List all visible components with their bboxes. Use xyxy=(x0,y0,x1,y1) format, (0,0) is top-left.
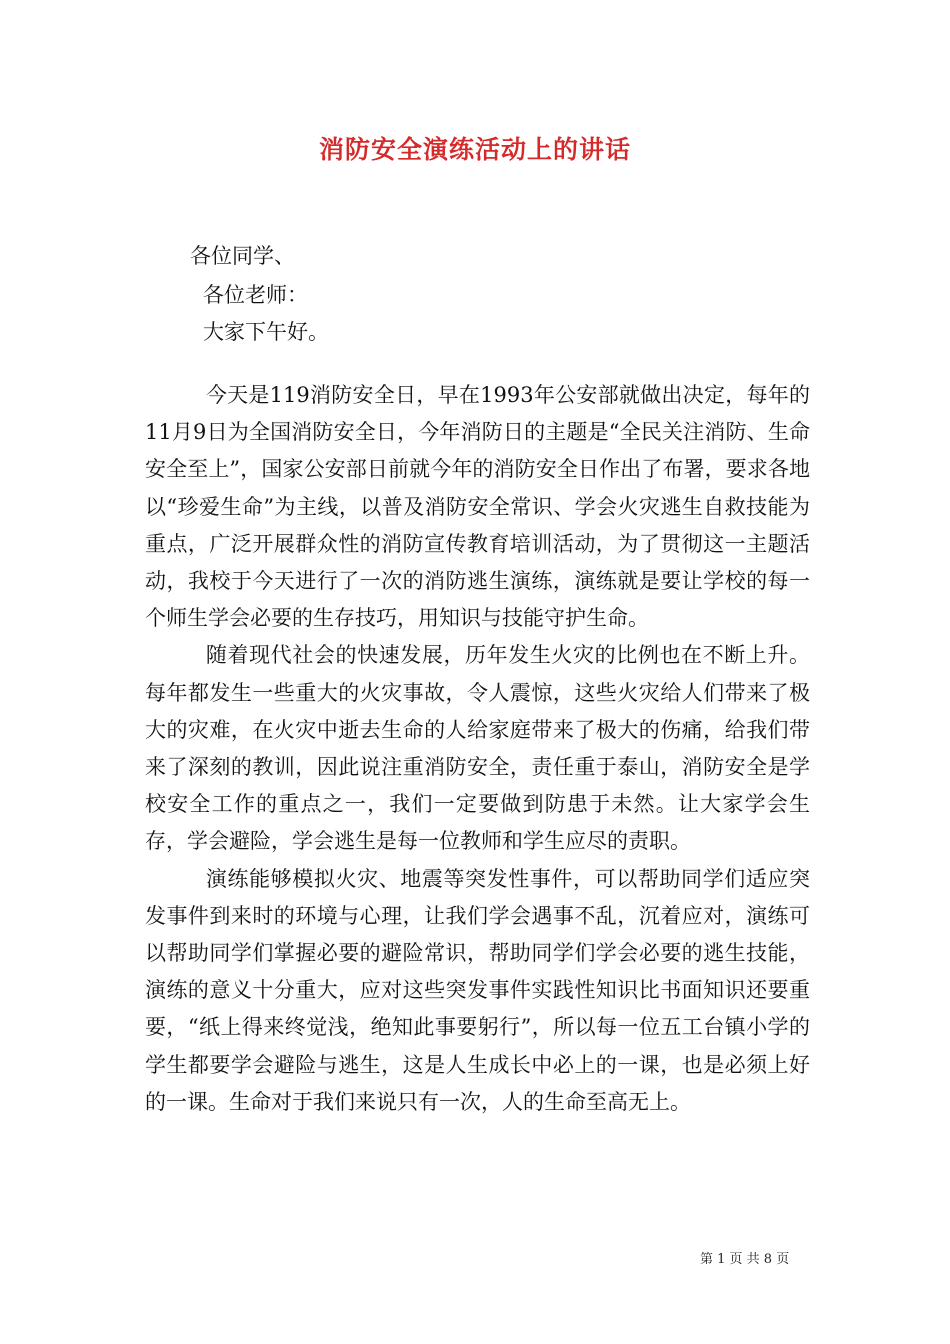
greeting-afternoon: 大家下午好。 xyxy=(203,320,329,344)
page-number: 第 1 页 共 8 页 xyxy=(700,1252,790,1267)
greeting-students: 各位同学、 xyxy=(190,244,295,268)
paragraph-fire-day: 今天是119消防安全日，早在1993年公安部就做出决定，每年的11月9日为全国消防安全日，今年消防日的主题是“全民关注消防、生命安全至上”，国家公安部日前就今年的消防安全日作出了布署，要求各地以“珍爱生命”为主线，以普及消防安全常识、学会火灾逃生自救技能为重点，广泛开展群众性的消防宣传教育培训活动，为了贯彻这一主题活动，我校于今天进行了一次的消防逃生演练，演练就是要让学校的每一个师生学会必要的生存技巧，用知识与技能守护生命。 xyxy=(145,383,810,631)
greeting-teachers: 各位老师： xyxy=(203,283,308,307)
paragraph-fire-statistics: 随着现代社会的快速发展，历年发生火灾的比例也在不断上升。每年都发生一些重大的火灾事故，令人震惊，这些火灾给人们带来了极大的灾难，在火灾中逝去生命的人给家庭带来了极大的伤痛，给我们带来了深刻的教训，因此说注重消防安全，责任重于泰山，消防安全是学校安全工作的重点之一，我们一定要做到防患于未然。让大家学会生存，学会避险，学会逃生是每一位教师和学生应尽的责职。 xyxy=(145,643,810,854)
paragraph-drill-significance: 演练能够模拟火灾、地震等突发性事件，可以帮助同学们适应突发事件到来时的环境与心理，让我们学会遇事不乱，沉着应对，演练可以帮助同学们掌握必要的避险常识，帮助同学们学会必要的逃生技能，演练的意义十分重大，应对这些突发事件实践性知识比书面知识还要重要，“纸上得来终觉浅，绝知此事要躬行”，所以每一位五工台镇小学的学生都要学会避险与逃生，这是人生成长中必上的一课，也是必须上好的一课。生命对于我们来说只有一次，人的生命至高无上。 xyxy=(145,866,810,1114)
document-title: 消防安全演练活动上的讲话 xyxy=(318,135,631,164)
speech-body xyxy=(145,377,810,1121)
